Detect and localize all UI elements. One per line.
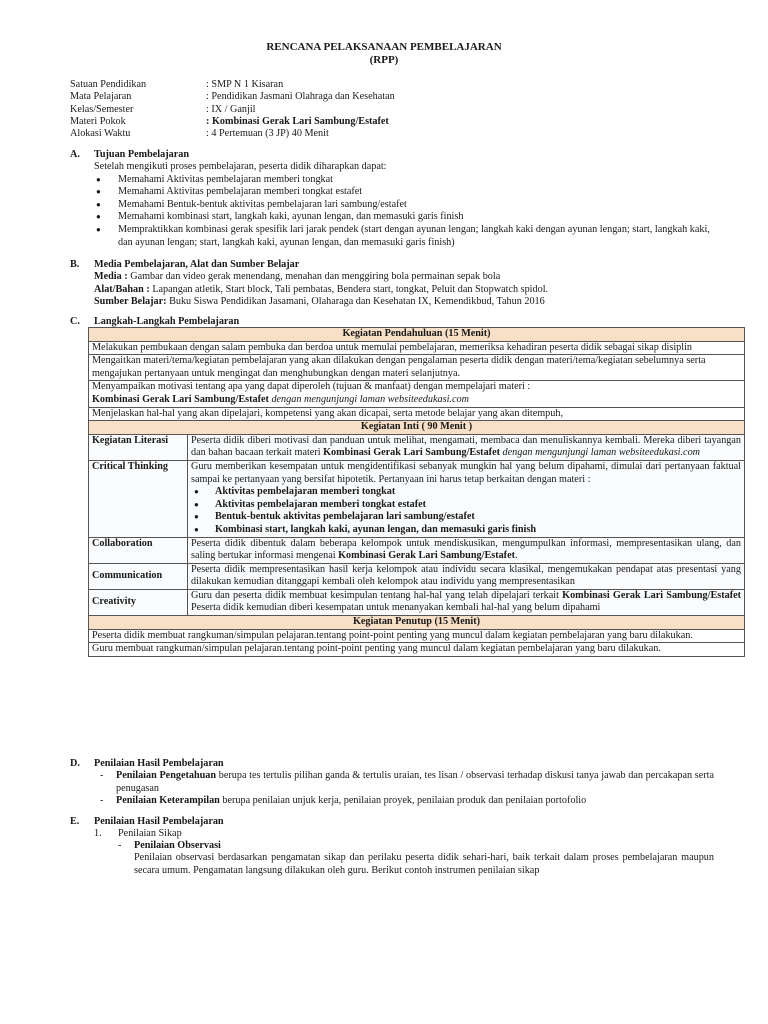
sumber-text: Buku Siswa Pendidikan Jasamani, Olaharaga dan Kesehatan IX, Kemendikbud, Tahun 2016 (166, 296, 545, 308)
table-row (89, 341, 745, 355)
identity-label: Kelas/Semester (70, 103, 134, 115)
identity-block (70, 79, 395, 140)
motivasi-link-text: dengan mengunjungi laman websiteedukasi.com (268, 393, 469, 405)
table-row (89, 434, 745, 460)
table-row (89, 563, 745, 589)
identity-value: : SMP N 1 Kisaran (206, 79, 284, 90)
sikap-title: Penilaian Sikap (118, 828, 182, 839)
table-cell (89, 381, 745, 407)
section-a-body (94, 161, 724, 249)
penutup-header: Kegiatan Penutup (15 Menit) (89, 616, 745, 630)
section-letter: B. (70, 259, 80, 270)
identity-row (70, 104, 395, 116)
inti-header: Kegiatan Inti ( 90 Menit ) (89, 421, 745, 435)
table-row (89, 616, 745, 630)
observasi-title: Penilaian Observasi (134, 840, 221, 851)
row-label: Collaboration (89, 537, 188, 563)
item-number: 1. (94, 828, 102, 839)
identity-value: : 4 Pertemuan (3 JP) 40 Menit (206, 128, 329, 140)
section-letter: E. (70, 816, 80, 827)
document-subtitle: (RPP) (369, 54, 399, 66)
assessment-type: Penilaian Pengetahuan (116, 770, 217, 781)
collaboration-text: Peserta didik dibentuk dalam beberapa kelompok untuk mendiskusikan, mengumpulkan informasi, mempresentasikan ulang, dan saling bertukar informasi mengenai (191, 537, 741, 562)
row-label: Critical Thinking (89, 460, 188, 537)
identity-label: Alokasi Waktu (70, 128, 131, 140)
section-letter: D. (70, 758, 80, 769)
table-row (89, 589, 745, 615)
table-row (89, 460, 745, 537)
identity-row (70, 128, 395, 140)
assessment-desc: berupa penilaian unjuk kerja, penilaian proyek, penilaian produk dan penilaian portofolio (219, 795, 587, 807)
assessment-list (94, 770, 714, 808)
table-cell: Peserta didik membuat rangkuman/simpulan pelajaran.tentang point-point penting yang muncul dalam kegiatan pembelajaran yang baru dilakukan. (89, 629, 745, 643)
sumber-line (94, 296, 754, 309)
section-title: Penilaian Hasil Pembelajaran (94, 758, 224, 769)
table-cell: Melakukan pembukaan dengan salam pembuka dan berdoa untuk memulai pembelajaran, memeriksa kehadiran peserta didik sebagai sikap disiplin (89, 341, 745, 355)
collaboration-material: Kombinasi Gerak Lari Sambung/Estafet (338, 550, 515, 562)
section-d-heading (70, 758, 224, 771)
table-row (89, 355, 745, 381)
sumber-label: Sumber Belajar: (94, 296, 167, 308)
motivasi-material: Kombinasi Gerak Lari Sambung/Estafet (92, 393, 269, 405)
section-letter: A. (70, 149, 80, 160)
alat-text: Lapangan atletik, Start block, Tali pembatas, Bendera start, tongkat, Peluit dan Stopwatch spidol. (149, 283, 549, 295)
section-b-heading (70, 259, 299, 272)
observasi-heading (118, 840, 221, 853)
critical-list (191, 486, 741, 536)
row-label: Communication (89, 563, 188, 589)
table-cell (188, 434, 745, 460)
table-row (89, 421, 745, 435)
critical-text: Guru memberikan kesempatan untuk mengidentifikasi sebanyak mungkin hal yang belum dipahami, dimulai dari pertanyaan faktual sampai ke pertanyaan yang bersifat hipotetik. Pertanyaan ini harus tetap berkaitan dengan materi : (191, 460, 741, 485)
observasi-text: Penilaian observasi berdasarkan pengamatan sikap dan perilaku peserta didik sehari-hari, baik terkait dalam proses pembelajaran maupun secara umum. Pengamatan langsung dilakukan oleh guru. Berikut contoh instrumen penilaian sikap (134, 852, 714, 876)
list-item (94, 795, 714, 808)
literasi-text: Peserta didik diberi motivasi dan panduan untuk melihat, mengamati, membaca dan menuliskannya kembali. Mereka diberi tayangan dan bahan bacaan terkait materi (191, 434, 741, 459)
section-b-body (94, 271, 754, 309)
creativity-text: Guru dan peserta didik membuat kesimpulan tentang hal-hal yang telah dipelajari terkait (191, 589, 563, 601)
motivasi-text: Menyampaikan motivasi tentang apa yang dapat diperoleh (tujuan & manfaat) dengan mempelajari materi : (92, 381, 531, 393)
identity-label: Mata Pelajaran (70, 91, 132, 103)
literasi-material: Kombinasi Gerak Lari Sambung/Estafet (323, 447, 500, 459)
list-item: ● Memahami Bentuk-bentuk aktivitas pembelajaran lari sambung/estafet (94, 199, 724, 212)
assessment-desc: berupa tes tertulis pilihan ganda & tertulis uraian, tes lisan / observasi terhadap diskusi tanya jawab dan percakapan serta penugasan (116, 770, 714, 794)
media-text: Gambar dan video gerak menendang, menahan dan menggiring bola permainan sepak bola (127, 271, 501, 282)
pendahuluan-header: Kegiatan Pendahuluan (15 Menit) (89, 328, 745, 342)
list-item: ● Bentuk-bentuk aktivitas pembelajaran lari sambung/estafet (191, 511, 741, 524)
sikap-heading (94, 828, 182, 841)
creativity-tail: Peserta didik kemudian diberi kesempatan untuk menanyakan kembali hal-hal yang belum dipahami (191, 602, 601, 614)
dash-marker: - (118, 840, 122, 851)
section-letter: C. (70, 316, 80, 327)
list-item: ● Aktivitas pembelajaran memberi tongkat (191, 486, 741, 499)
table-row (89, 381, 745, 407)
assessment-type: Penilaian Keterampilan (116, 795, 220, 807)
list-item: ● Memahami Aktivitas pembelajaran memberi tongkat (94, 174, 724, 187)
table-row (89, 629, 745, 643)
list-item: ● Memahami Aktivitas pembelajaran memberi tongkat estafet (94, 186, 724, 199)
list-item: ● Mempraktikkan kombinasi gerak spesifik lari jarak pendek (start dengan ayunan lengan; langkah kaki dengan ayunan lengan; start, langkah kaki, dan ayunan lengan; start, langkah kaki, ayunan lengan, dan memasuki garis finish) (94, 224, 724, 249)
identity-value: : Kombinasi Gerak Lari Sambung/Estafet (206, 115, 389, 127)
learning-steps-table (88, 327, 745, 657)
table-cell (188, 537, 745, 563)
media-label: Media : (94, 271, 128, 282)
section-a-intro: Setelah mengikuti proses pembelajaran, peserta didik diharapkan dapat: (94, 161, 387, 172)
section-d-body (94, 770, 714, 808)
identity-value: : Pendidikan Jasmani Olahraga dan Kesehatan (206, 91, 395, 103)
table-row (89, 643, 745, 657)
row-label: Kegiatan Literasi (89, 434, 188, 460)
document-title: RENCANA PELAKSANAAN PEMBELAJARAN (266, 41, 502, 53)
section-title: Penilaian Hasil Pembelajaran (94, 816, 224, 827)
identity-label: Materi Pokok (70, 115, 126, 127)
creativity-material: Kombinasi Gerak Lari Sambung/Estafet (562, 589, 741, 601)
section-title: Media Pembelajaran, Alat dan Sumber Belajar (94, 259, 300, 270)
identity-row (70, 79, 395, 91)
collaboration-tail: . (515, 550, 518, 562)
section-e-heading (70, 816, 224, 829)
table-cell (188, 460, 745, 537)
identity-value: : IX / Ganjil (206, 103, 256, 115)
alat-label: Alat/Bahan : (94, 283, 150, 295)
section-title: Langkah-Langkah Pembelajaran (94, 316, 240, 327)
table-row (89, 407, 745, 421)
table-row (89, 537, 745, 563)
list-item: ● Memahami kombinasi start, langkah kaki, ayunan lengan, dan memasuki garis finish (94, 211, 724, 224)
table-cell: Menjelaskan hal-hal yang akan dipelajari, kompetensi yang akan dicapai, serta metode belajar yang akan ditempuh, (89, 407, 745, 421)
literasi-link-text: dengan mengunjungi laman websiteedukasi.com (499, 447, 701, 459)
identity-row (70, 116, 395, 128)
table-cell: Mengaitkan materi/tema/kegiatan pembelajaran yang akan dilakukan dengan pengalaman peserta didik dengan materi/tema/kegiatan sebelumnya serta mengajukan pertanyaan untuk mengingat dan menghubungkan dengan materi selanjutnya. (89, 355, 745, 381)
alat-line (94, 284, 754, 297)
list-item: ● Aktivitas pembelajaran memberi tongkat estafet (191, 499, 741, 512)
media-line (94, 271, 754, 284)
section-title: Tujuan Pembelajaran (94, 149, 189, 160)
row-label: Creativity (89, 589, 188, 615)
table-cell: Peserta didik mempresentasikan hasil kerja kelompok atau individu secara klasikal, mengemukakan pendapat atas presentasi yang dilakukan kemudian ditanggapi kembali oleh kelompok atau individu yang mempresentasikan (188, 563, 745, 589)
table-cell (188, 589, 745, 615)
table-cell: Guru membuat rangkuman/simpulan pelajaran.tentang point-point penting yang muncul dalam kegiatan pembelajaran yang baru dilakukan. (89, 643, 745, 657)
identity-label: Satuan Pendidikan (70, 79, 147, 90)
table-row (89, 328, 745, 342)
section-a-heading (70, 149, 189, 162)
list-item (94, 770, 714, 795)
list-item: ● Kombinasi start, langkah kaki, ayunan lengan, dan memasuki garis finish (191, 524, 741, 537)
objective-list (94, 174, 724, 250)
identity-row (70, 91, 395, 103)
